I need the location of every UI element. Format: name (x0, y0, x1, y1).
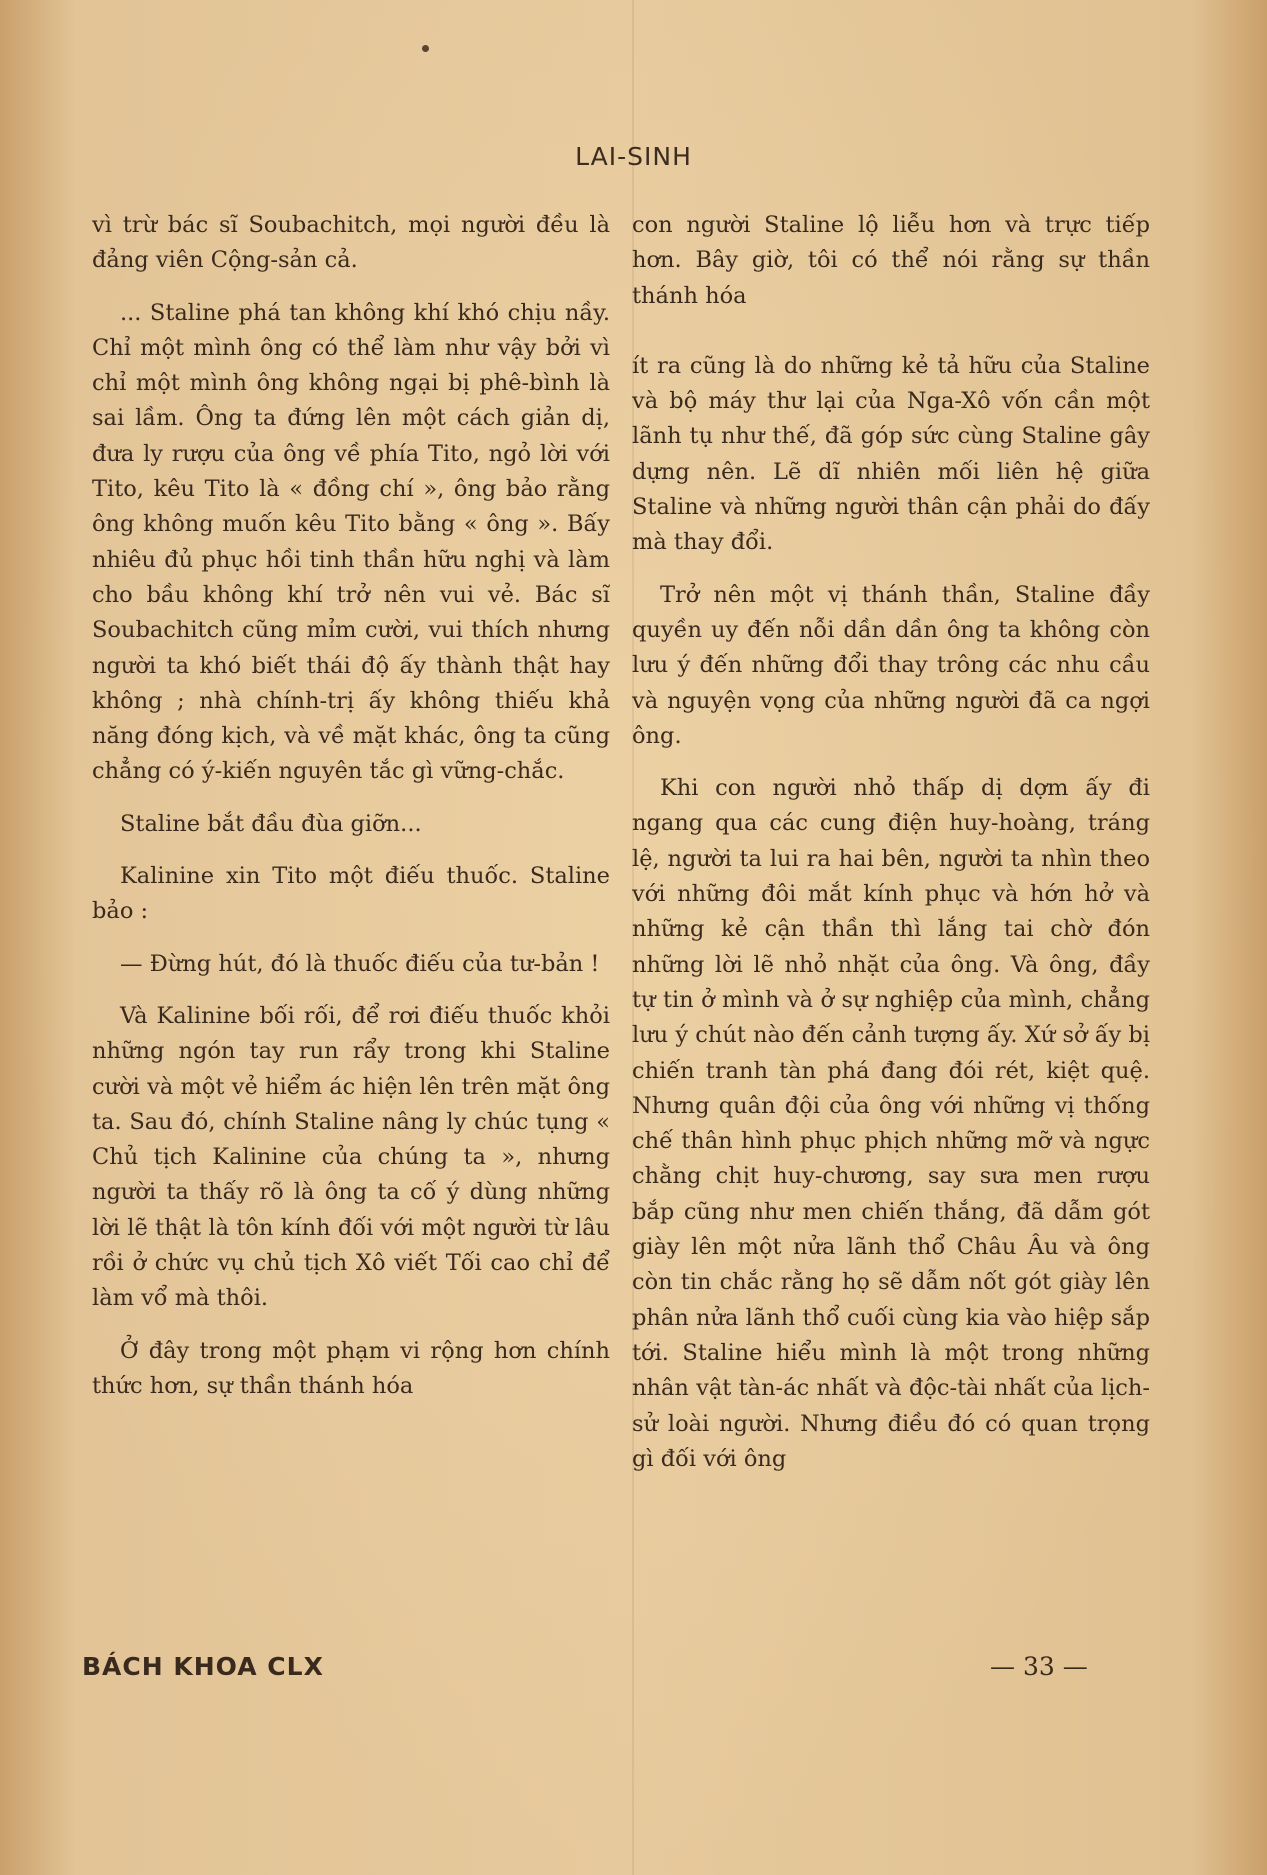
paragraph: Staline bắt đầu đùa giỡn... (120, 810, 422, 837)
publication-name: BÁCH KHOA CLX (82, 1652, 324, 1681)
paragraph: Trở nên một vị thánh thần, Staline đầy quyền uy đến nỗi dần dần ông ta không còn lưu ý đến những đổi thay trông các nhu cầu và nguyện vọng của những người đã ca ngợi ông. (632, 581, 1150, 749)
paragraph: Ở đây trong một phạm vi rộng hơn chính thức hơn, sự thần thánh hóa (92, 1337, 610, 1399)
paragraph: Khi con người nhỏ thấp dị dợm ấy đi ngang qua các cung điện huy-hoàng, tráng lệ, người ta lui ra hai bên, người ta nhìn theo với những đôi mắt kính phục và hớn hở và những kẻ cận thần thì lắng tai chờ đón những lời lẽ nhỏ nhặt của ông. Và ông, đầy tự tin ở mình và ở sự nghiệp của mình, chẳng lưu ý chút nào đến cảnh tượng ấy. Xứ sở ấy bị chiến tranh tàn phá đang đói rét, kiệt quệ. Nhưng quân đội của ông với những vị thống chế thân hình phục phịch những mỡ và ngực chằng chịt huy-chương, say sưa men rượu bắp cũng như men chiến thắng, đã dẫm gót giày lên một nửa lãnh thổ Châu Âu và ông còn tin chắc rằng họ sẽ dẫm nốt gót giày lên phân nửa lãnh thổ cuối cùng kia vào hiệp sắp tới. Staline hiểu mình là một trong những nhân vật tàn-ác nhất và độc-tài nhất của lịch-sử loài người. Nhưng điều đó có quan trọng gì đối với ông (632, 775, 1150, 1472)
running-title: LAI-SINH (575, 142, 692, 171)
left-column (92, 208, 610, 1421)
paragraph: Kalinine xin Tito một điếu thuốc. Staline bảo : (92, 863, 610, 925)
paragraph: Và Kalinine bối rối, để rơi điếu thuốc khỏi những ngón tay run rẩy trong khi Staline cười và một vẻ hiểm ác hiện lên trên mặt ông ta. Sau đó, chính Staline nâng ly chúc tụng « Chủ tịch Kalinine của chúng ta », nhưng người ta thấy rõ là ông ta cố ý dùng những lời lẽ thật là tôn kính đối với một người từ lâu rồi ở chức vụ chủ tịch Xô viết Tối cao chỉ để làm vổ mà thôi. (92, 1002, 610, 1312)
paragraph: con người Staline lộ liễu hơn và trực tiếp hơn. Bây giờ, tôi có thể nói rằng sự thần thánh hóa (632, 212, 1150, 309)
paragraph: — Đừng hút, đó là thuốc điếu của tư-bản ! (120, 950, 600, 977)
right-column (632, 208, 1150, 1494)
page-number: — 33 — (990, 1652, 1088, 1681)
print-dot-mark (422, 45, 429, 52)
paragraph: ít ra cũng là do những kẻ tả hữu của Staline và bộ máy thư lại của Nga-Xô vốn cần một lãnh tụ như thế, đã góp sức cùng Staline gây dựng nên. Lẽ dĩ nhiên mối liên hệ giữa Staline và những người thân cận phải do đấy mà thay đổi. (632, 352, 1150, 556)
paragraph: vì trừ bác sĩ Soubachitch, mọi người đều là đảng viên Cộng-sản cả. (92, 212, 610, 274)
paragraph: ... Staline phá tan không khí khó chịu nầy. Chỉ một mình ông có thể làm như vậy bởi vì chỉ một mình ông không ngại bị phê-bình là sai lầm. Ông ta đứng lên một cách giản dị, đưa ly rượu của ông về phía Tito, ngỏ lời với Tito, kêu Tito là « đồng chí », ông bảo rằng ông không muốn kêu Tito bằng « ông ». Bấy nhiêu đủ phục hồi tinh thần hữu nghị và làm cho bầu không khí trở nên vui vẻ. Bác sĩ Soubachitch cũng mỉm cười, vui thích nhưng người ta khó biết thái độ ấy thành thật hay không ; nhà chính-trị ấy không thiếu khả năng đóng kịch, và về mặt khác, ông ta cũng chẳng có ý-kiến nguyên tắc gì vững-chắc. (92, 299, 610, 785)
